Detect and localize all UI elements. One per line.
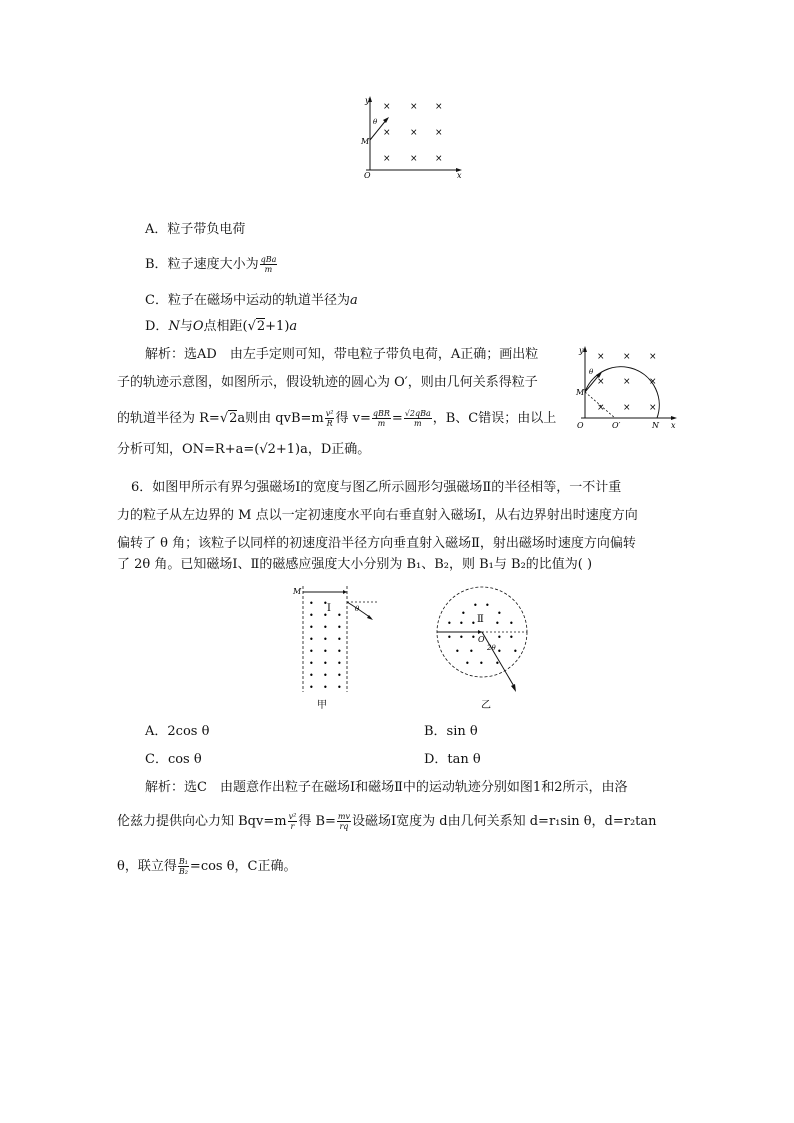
center-label: O′ — [612, 421, 621, 430]
cross-mark: × — [435, 102, 443, 112]
cross-mark: × — [623, 377, 631, 387]
field-dot: • — [447, 619, 452, 628]
field-dot: • — [509, 619, 514, 628]
field-dot: • — [337, 635, 342, 644]
angle1-label: θ — [355, 605, 360, 613]
question6-line2: 力的粒子从左边界的 M 点以一定初速度水平向右垂直射入磁场Ⅰ，从右边界射出时速度方向 — [117, 508, 638, 523]
analysis5-line3: 的轨道半径为 R=√2a则由 qvB=m $\frac{\text{v²}}{R}$ 得 v= $\frac{\text{qBR}}{m}$ = $\frac{\text{√2qBa}}{m}$ ，B、C错误；由以上 — [117, 409, 557, 428]
option-d: D．N与O点相距(√2+1)a — [145, 319, 298, 334]
field-dot: • — [309, 635, 314, 644]
axis-x-label: x — [457, 171, 462, 180]
field-dot: • — [497, 647, 502, 656]
field-dot: • — [495, 659, 500, 668]
option6-a: A．2cos θ — [145, 724, 210, 739]
field-dot: • — [513, 647, 518, 656]
label-m: M — [293, 587, 302, 596]
origin-label: O — [364, 171, 371, 180]
cross-mark: × — [649, 377, 657, 387]
point-m-label: M — [361, 137, 370, 146]
axis-x-label: x — [671, 421, 676, 430]
field-dot: • — [323, 647, 328, 656]
cross-mark: × — [410, 128, 418, 138]
cross-mark: × — [383, 154, 391, 164]
region1-label: Ⅰ — [327, 603, 331, 614]
axis-y-label: y — [365, 96, 370, 105]
field-dot: • — [461, 609, 466, 618]
field-dot: • — [337, 611, 342, 620]
field-dot: • — [495, 619, 500, 628]
field-dot: • — [497, 609, 502, 618]
point-n-label: N — [652, 421, 659, 430]
option-a: A．粒子带负电荷 — [145, 222, 246, 237]
field-dot: • — [471, 619, 476, 628]
cross-mark: × — [435, 154, 443, 164]
field-dot: • — [323, 623, 328, 632]
field-dot: • — [323, 611, 328, 620]
field-dot: • — [337, 683, 342, 692]
cross-mark: × — [383, 102, 391, 112]
field-dot: • — [337, 647, 342, 656]
angle-label: θ — [589, 368, 594, 376]
field-dot: • — [455, 647, 460, 656]
analysis6-line3: θ，联立得 $\frac{\text{B₁}}{\text{B₂}}$ =cos θ，C正确。 — [117, 857, 297, 876]
field-dot: • — [459, 619, 464, 628]
field-dot: • — [309, 659, 314, 668]
cross-mark: × — [410, 154, 418, 164]
field-dot: • — [323, 671, 328, 680]
field-dot: • — [485, 601, 490, 610]
cross-mark: × — [410, 102, 418, 112]
field-dot: • — [473, 601, 478, 610]
field-dot: • — [497, 633, 502, 642]
field-dot: • — [309, 683, 314, 692]
question6-line1: 6．如图甲所示有界匀强磁场Ⅰ的宽度与图乙所示圆形匀强磁场Ⅱ的半径相等，一不计重 — [131, 480, 622, 495]
axis-y-label: y — [579, 346, 584, 355]
question6-line3: 偏转了 θ 角；该粒子以同样的初速度沿半径方向垂直射入磁场Ⅱ，射出磁场时速度方向偏转 — [117, 536, 636, 551]
question6-line4: 了 2θ 角。已知磁场Ⅰ、Ⅱ的磁感应强度大小分别为 B₁、B₂，则 B₁与 B₂的比值为( ) — [117, 557, 593, 572]
option-b: B．粒子速度大小为 $\frac{\text{qBa}}{m}$ — [145, 255, 277, 274]
field-dot: • — [323, 599, 328, 608]
cross-mark: × — [623, 352, 631, 362]
analysis6-line1: 解析：选C 由题意作出粒子在磁场Ⅰ和磁场Ⅱ中的运动轨迹分别如图1和2所示，由洛 — [145, 780, 628, 795]
field-dot: • — [309, 671, 314, 680]
center-label: O — [478, 635, 485, 644]
origin-label: O — [577, 421, 584, 430]
field-dot: • — [323, 635, 328, 644]
cross-mark: × — [649, 352, 657, 362]
field-dot: • — [309, 611, 314, 620]
cross-mark: × — [383, 128, 391, 138]
analysis5-line2: 子的轨迹示意图，如图所示，假设轨迹的圆心为 O′，则由几何关系得粒子 — [117, 375, 538, 390]
field-dot: • — [509, 633, 514, 642]
field-dot: • — [337, 659, 342, 668]
field-dot: • — [471, 633, 476, 642]
analysis5-line4: 分析可知，ON=R+a=(√2+1)a，D正确。 — [117, 442, 371, 457]
field-dot: • — [479, 659, 484, 668]
cross-mark: × — [597, 352, 605, 362]
region2-label: Ⅱ — [477, 614, 484, 625]
analysis6-line2: 伦兹力提供向心力知 Bqv=m $\frac{\text{v²}}{r}$ 得 B= $\frac{mv}{rq}$ 设磁场Ⅰ宽度为 d由几何关系知 d=r₁sin θ，d=r₂tan — [117, 812, 657, 831]
field-dot: • — [323, 683, 328, 692]
field-dot: • — [465, 659, 470, 668]
field-dot: • — [447, 633, 452, 642]
option6-b: B．sin θ — [424, 724, 478, 739]
option-c: C．粒子在磁场中运动的轨道半径为a — [145, 293, 358, 308]
cross-mark: × — [649, 403, 657, 413]
option6-d: D．tan θ — [424, 752, 481, 767]
caption-a: 甲 — [317, 700, 327, 711]
field-dot: • — [469, 647, 474, 656]
cross-mark: × — [597, 377, 605, 387]
field-dot: • — [309, 599, 314, 608]
figure-field-xy — [355, 92, 470, 182]
figure-trajectory — [570, 342, 685, 434]
cross-mark: × — [623, 403, 631, 413]
field-dot: • — [309, 647, 314, 656]
caption-b: 乙 — [481, 700, 491, 711]
field-dot: • — [459, 633, 464, 642]
figure-q6 — [285, 580, 545, 715]
cross-mark: × — [597, 403, 605, 413]
field-dot: • — [309, 623, 314, 632]
analysis5-line1: 解析：选AD 由左手定则可知，带电粒子带负电荷，A正确；画出粒 — [145, 347, 539, 362]
point-m-label: M — [576, 388, 585, 397]
field-dot: • — [337, 671, 342, 680]
field-dot: • — [323, 659, 328, 668]
option6-c: C．cos θ — [145, 752, 202, 767]
angle-label: θ — [373, 118, 378, 126]
angle2-label: 2θ — [487, 644, 496, 652]
cross-mark: × — [435, 128, 443, 138]
field-dot: • — [337, 623, 342, 632]
